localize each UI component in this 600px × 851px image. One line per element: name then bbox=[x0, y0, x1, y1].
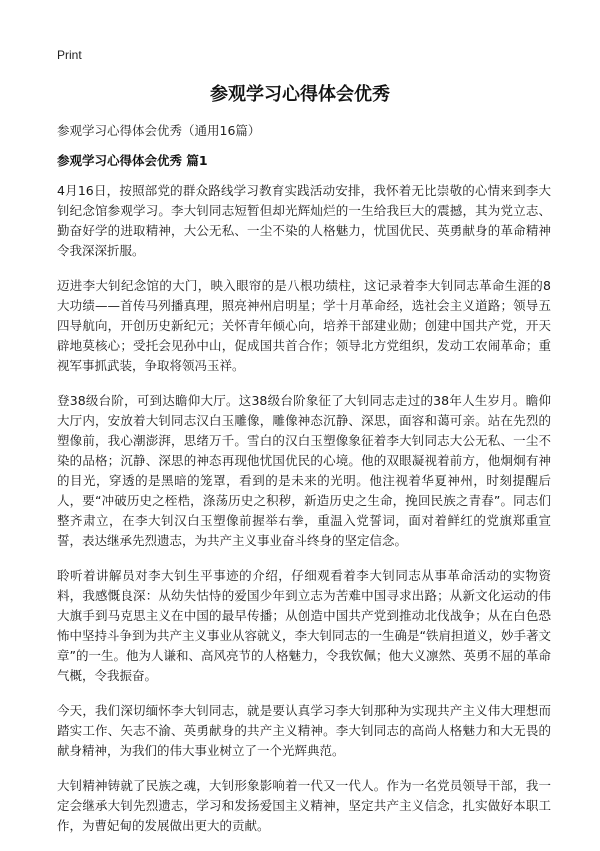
section-heading: 参观学习心得体会优秀 篇1 bbox=[57, 153, 208, 168]
page-title: 参观学习心得体会优秀 bbox=[210, 84, 390, 105]
article-body bbox=[57, 181, 551, 851]
document-subtitle: 参观学习心得体会优秀（通用16篇） bbox=[57, 123, 261, 138]
paragraph-1: 4月16日，按照部党的群众路线学习教育实践活动安排，我怀着无比崇敬的心情来到李大钊纪念馆参观学习。李大钊同志短暂但却光辉灿烂的一生给我巨大的震撼，其为党立志、勤奋好学的进取精神，大公无私、一尘不染的人格魅力，忧国优民、英勇献身的革命精神令我深深折服。 bbox=[57, 183, 551, 258]
paragraph-2: 迈进李大钊纪念馆的大门，映入眼帘的是八根功绩柱，这记录着李大钊同志革命生涯的8大功绩——首传马列播真理，照亮神州启明星；学十月革命经，选社会主义道路；领导五四导航向，开创历史新纪元；关怀青年倾心向，培养干部建业勋；创建中国共产党，开天辟地莫核心；受托会见孙中山，促成国共首合作；领导北方党组织，发动工农闹革命；重视军事抓武装，争取将领冯玉祥。 bbox=[57, 278, 551, 373]
paragraph-3: 登38级台阶，可到达瞻仰大厅。这38级台阶象征了大钊同志走过的38年人生岁月。瞻仰大厅内，安放着大钊同志汉白玉雕像，雕像神态沉静、深思，面容和蔼可亲。站在先烈的塑像前，我心潮澎湃，思绪万千。雪白的汉白玉塑像象征着李大钊同志大公无私、一尘不染的品格；沉静、深思的神态再现他忧国优民的心境。他的双眼凝视着前方，他炯炯有神的目光，穿透的是黑暗的笼罩，看到的是未来的光明。他注视着华夏神州，时刻提醒后人，要“冲破历史之桎梏，涤荡历史之积秽，新造历史之生命，挽回民族之青春”。同志们整齐肃立，在李大钊汉白玉塑像前握举右拳，重温入党誓词，面对着鲜红的党旗郑重宣誓，表达继承先烈遗志，为共产主义事业奋斗终身的坚定信念。 bbox=[57, 393, 551, 548]
paragraph-5: 今天，我们深切缅怀李大钊同志，就是要认真学习李大钊那种为实现共产主义伟大理想而踏实工作、矢志不渝、英勇献身的共产主义精神。李大钊同志的高尚人格魅力和大无畏的献身精神，为我们的伟大事业树立了一个光辉典范。 bbox=[57, 703, 551, 758]
paragraph-4: 聆听着讲解员对李大钊生平事迹的介绍，仔细观看着李大钊同志从事革命活动的实物资料，我感慨良深：从幼失怙恃的爱国少年到立志为苦难中国寻求出路；从新文化运动的伟大旗手到马克思主义在中国的最早传播；从创造中国共产党到推动北伐战争；从在白色恐怖中坚持斗争到为共产主义事业从容就义，李大钊同志的一生确是“铁肩担道义，妙手著文章”的一生。他为人谦和、高风亮节的人格魅力，令我钦佩；他大义凛然、英勇不屈的革命气概，令我振奋。 bbox=[57, 568, 551, 683]
paragraph-6: 大钊精神铸就了民族之魂，大钊形象影响着一代又一代人。作为一名党员领导干部，我一定会继承大钊先烈遗志，学习和发扬爱国主义精神，坚定共产主义信念，扎实做好本职工作，为曹妃甸的发展做出更大的贡献。 bbox=[57, 778, 551, 833]
print-link[interactable]: Print bbox=[57, 48, 82, 62]
